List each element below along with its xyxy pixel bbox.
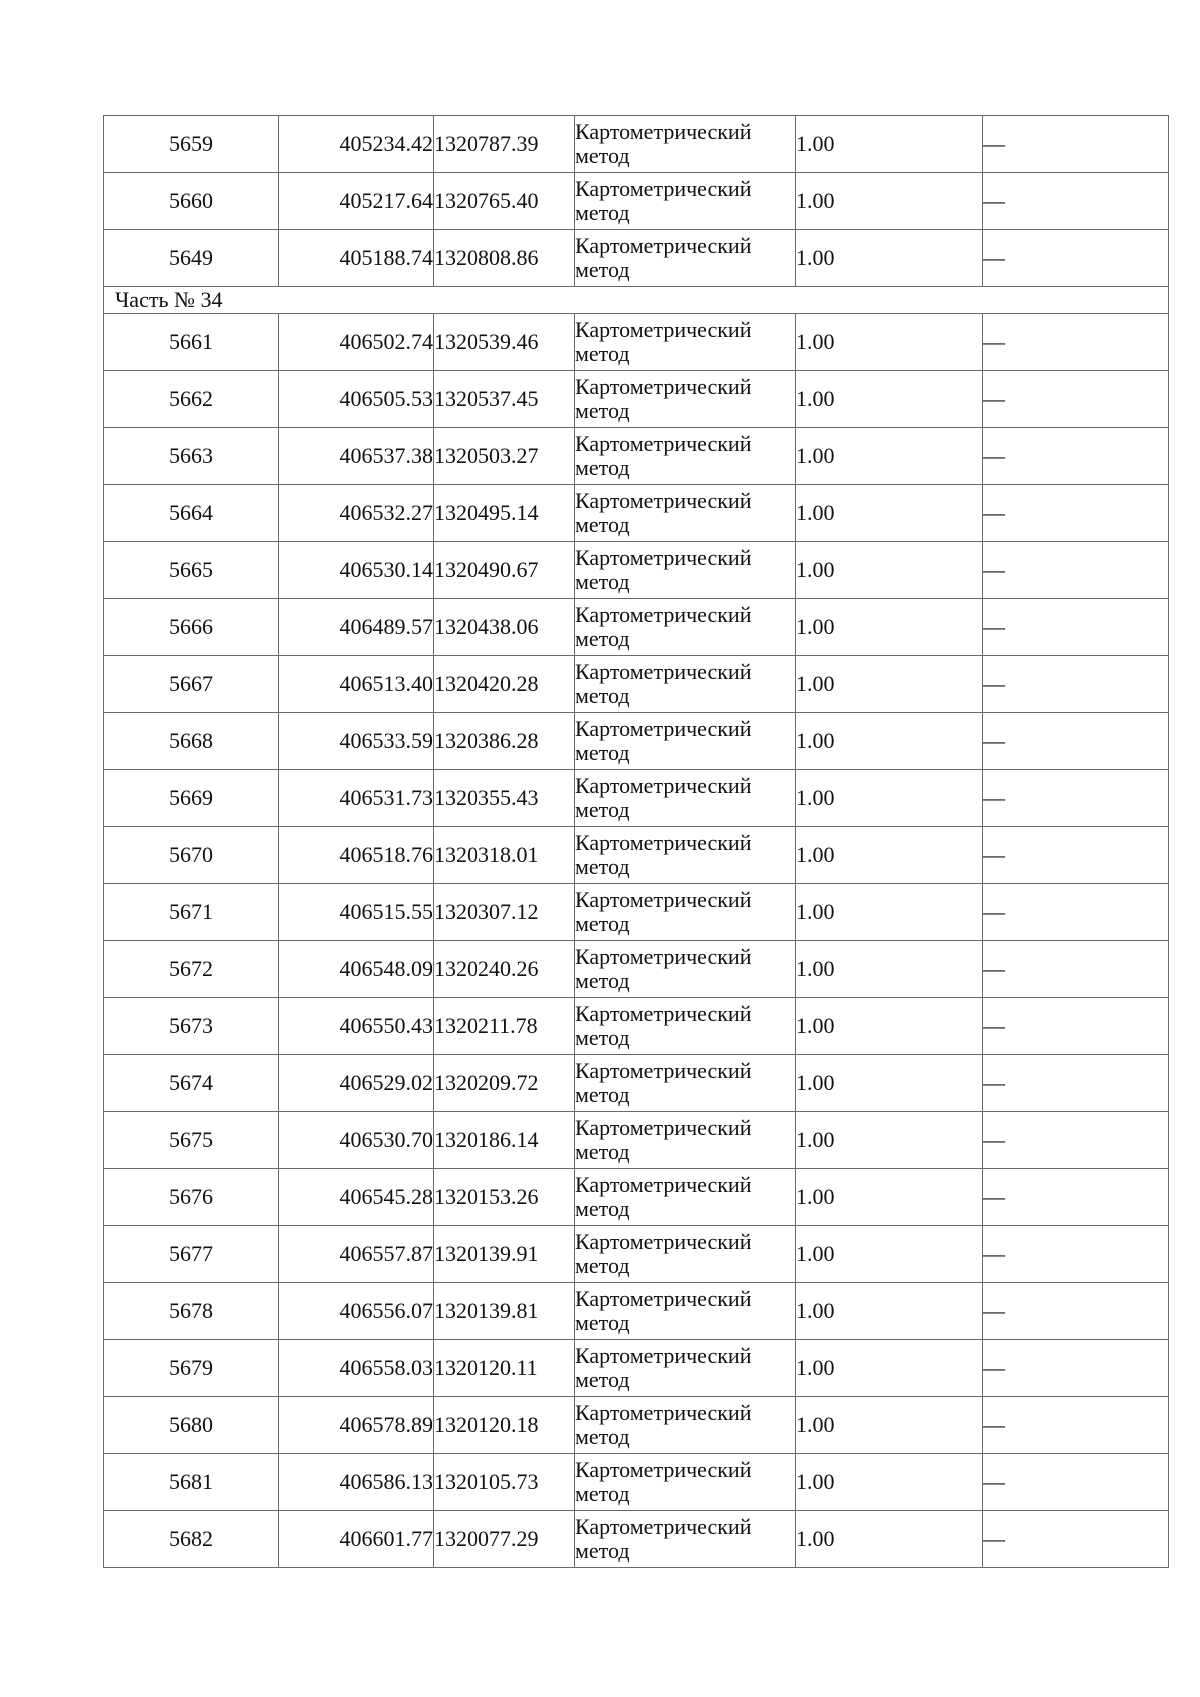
- description-cell: [983, 1397, 1169, 1454]
- accuracy-cell: 1.00: [796, 1283, 983, 1340]
- x-coordinate-cell: 406558.03: [279, 1340, 434, 1397]
- y-coordinate-cell: 1320808.86: [434, 230, 575, 287]
- y-coordinate-cell: 1320186.14: [434, 1112, 575, 1169]
- point-number-cell: 5677: [104, 1226, 279, 1283]
- method-line-1: Картометрический: [575, 118, 752, 144]
- accuracy-cell: 1.00: [796, 599, 983, 656]
- table-row: [104, 599, 1169, 656]
- method-line-1: Картометрический: [575, 487, 752, 513]
- table-row: [104, 656, 1169, 713]
- description-dash: —: [983, 442, 1005, 468]
- accuracy-cell: 1.00: [796, 770, 983, 827]
- point-number-cell: 5667: [104, 656, 279, 713]
- method-cell: [575, 230, 796, 287]
- description-cell: [983, 314, 1169, 371]
- method-line-2: метод: [575, 1082, 630, 1107]
- description-dash: —: [983, 556, 1005, 582]
- y-coordinate-cell: 1320787.39: [434, 116, 575, 173]
- description-dash: —: [983, 784, 1005, 810]
- x-coordinate-cell: 406530.70: [279, 1112, 434, 1169]
- description-dash: —: [983, 244, 1005, 270]
- method-line-2: метод: [575, 341, 630, 366]
- description-dash: —: [983, 130, 1005, 156]
- x-coordinate-cell: 406531.73: [279, 770, 434, 827]
- method-cell: [575, 314, 796, 371]
- table-body-before-section: [104, 116, 1169, 287]
- table-row: [104, 1226, 1169, 1283]
- method-cell: [575, 884, 796, 941]
- table-row: [104, 1169, 1169, 1226]
- x-coordinate-cell: 406537.38: [279, 428, 434, 485]
- method-cell: [575, 1226, 796, 1283]
- y-coordinate-cell: 1320537.45: [434, 371, 575, 428]
- point-number-cell: 5665: [104, 542, 279, 599]
- method-line-2: метод: [575, 200, 630, 225]
- method-cell: [575, 485, 796, 542]
- table-row: [104, 941, 1169, 998]
- description-cell: [983, 116, 1169, 173]
- table-row: [104, 884, 1169, 941]
- y-coordinate-cell: 1320386.28: [434, 713, 575, 770]
- table-row: [104, 485, 1169, 542]
- method-line-1: Картометрический: [575, 1114, 752, 1140]
- description-dash: —: [983, 1126, 1005, 1152]
- y-coordinate-cell: 1320355.43: [434, 770, 575, 827]
- accuracy-cell: 1.00: [796, 1055, 983, 1112]
- accuracy-cell: 1.00: [796, 1169, 983, 1226]
- table-row: [104, 770, 1169, 827]
- table-body-after-section: [104, 314, 1169, 1568]
- method-line-1: Картометрический: [575, 658, 752, 684]
- accuracy-cell: 1.00: [796, 230, 983, 287]
- description-dash: —: [983, 1411, 1005, 1437]
- description-dash: —: [983, 670, 1005, 696]
- method-cell: [575, 428, 796, 485]
- y-coordinate-cell: 1320765.40: [434, 173, 575, 230]
- method-line-2: метод: [575, 512, 630, 537]
- x-coordinate-cell: 406505.53: [279, 371, 434, 428]
- description-cell: [983, 770, 1169, 827]
- point-number-cell: 5680: [104, 1397, 279, 1454]
- point-number-cell: 5668: [104, 713, 279, 770]
- method-line-2: метод: [575, 797, 630, 822]
- method-line-1: Картометрический: [575, 1228, 752, 1254]
- description-dash: —: [983, 1240, 1005, 1266]
- x-coordinate-cell: 406532.27: [279, 485, 434, 542]
- y-coordinate-cell: 1320420.28: [434, 656, 575, 713]
- point-number-cell: 5675: [104, 1112, 279, 1169]
- y-coordinate-cell: 1320105.73: [434, 1454, 575, 1511]
- method-line-1: Картометрический: [575, 1456, 752, 1482]
- x-coordinate-cell: 406530.14: [279, 542, 434, 599]
- table-row: [104, 116, 1169, 173]
- method-line-2: метод: [575, 143, 630, 168]
- table-row: [104, 827, 1169, 884]
- table-row: [104, 1340, 1169, 1397]
- method-cell: [575, 656, 796, 713]
- x-coordinate-cell: 406518.76: [279, 827, 434, 884]
- method-cell: [575, 827, 796, 884]
- accuracy-cell: 1.00: [796, 1226, 983, 1283]
- description-dash: —: [983, 955, 1005, 981]
- description-dash: —: [983, 1012, 1005, 1038]
- method-line-1: Картометрический: [575, 1399, 752, 1425]
- description-cell: [983, 599, 1169, 656]
- description-dash: —: [983, 1354, 1005, 1380]
- method-cell: [575, 770, 796, 827]
- y-coordinate-cell: 1320077.29: [434, 1511, 575, 1568]
- method-line-1: Картометрический: [575, 316, 752, 342]
- method-cell: [575, 1511, 796, 1568]
- accuracy-cell: 1.00: [796, 1397, 983, 1454]
- method-line-1: Картометрический: [575, 544, 752, 570]
- accuracy-cell: 1.00: [796, 428, 983, 485]
- method-line-1: Картометрический: [575, 1000, 752, 1026]
- description-dash: —: [983, 385, 1005, 411]
- table-row: [104, 713, 1169, 770]
- method-cell: [575, 116, 796, 173]
- coordinates-table: [103, 115, 1169, 1568]
- y-coordinate-cell: 1320495.14: [434, 485, 575, 542]
- description-cell: [983, 1226, 1169, 1283]
- x-coordinate-cell: 406533.59: [279, 713, 434, 770]
- method-line-1: Картометрический: [575, 232, 752, 258]
- method-line-1: Картометрический: [575, 943, 752, 969]
- method-line-2: метод: [575, 626, 630, 651]
- method-line-2: метод: [575, 854, 630, 879]
- table-row: [104, 1454, 1169, 1511]
- x-coordinate-cell: 406557.87: [279, 1226, 434, 1283]
- method-line-2: метод: [575, 968, 630, 993]
- accuracy-cell: 1.00: [796, 713, 983, 770]
- table-row: [104, 1055, 1169, 1112]
- method-line-1: Картометрический: [575, 715, 752, 741]
- point-number-cell: 5674: [104, 1055, 279, 1112]
- y-coordinate-cell: 1320490.67: [434, 542, 575, 599]
- section-title: Часть № 34: [104, 287, 1169, 314]
- x-coordinate-cell: 406489.57: [279, 599, 434, 656]
- point-number-cell: 5673: [104, 998, 279, 1055]
- description-cell: [983, 1169, 1169, 1226]
- description-cell: [983, 1283, 1169, 1340]
- table-row: [104, 230, 1169, 287]
- y-coordinate-cell: 1320240.26: [434, 941, 575, 998]
- description-cell: [983, 941, 1169, 998]
- table-row: [104, 428, 1169, 485]
- description-cell: [983, 1454, 1169, 1511]
- accuracy-cell: 1.00: [796, 656, 983, 713]
- description-dash: —: [983, 841, 1005, 867]
- x-coordinate-cell: 406529.02: [279, 1055, 434, 1112]
- x-coordinate-cell: 405188.74: [279, 230, 434, 287]
- method-line-1: Картометрический: [575, 1057, 752, 1083]
- method-cell: [575, 173, 796, 230]
- method-cell: [575, 599, 796, 656]
- table-row: [104, 371, 1169, 428]
- description-cell: [983, 1511, 1169, 1568]
- y-coordinate-cell: 1320139.91: [434, 1226, 575, 1283]
- description-cell: [983, 1340, 1169, 1397]
- accuracy-cell: 1.00: [796, 1112, 983, 1169]
- method-cell: [575, 1283, 796, 1340]
- point-number-cell: 5649: [104, 230, 279, 287]
- method-cell: [575, 713, 796, 770]
- method-line-2: метод: [575, 740, 630, 765]
- point-number-cell: 5670: [104, 827, 279, 884]
- point-number-cell: 5672: [104, 941, 279, 998]
- y-coordinate-cell: 1320438.06: [434, 599, 575, 656]
- method-line-2: метод: [575, 1538, 630, 1563]
- method-cell: [575, 1397, 796, 1454]
- method-line-1: Картометрический: [575, 430, 752, 456]
- description-cell: [983, 656, 1169, 713]
- x-coordinate-cell: 405217.64: [279, 173, 434, 230]
- method-line-2: метод: [575, 1424, 630, 1449]
- description-dash: —: [983, 1069, 1005, 1095]
- y-coordinate-cell: 1320211.78: [434, 998, 575, 1055]
- description-cell: [983, 713, 1169, 770]
- method-line-2: метод: [575, 1481, 630, 1506]
- x-coordinate-cell: 406545.28: [279, 1169, 434, 1226]
- table-row: [104, 998, 1169, 1055]
- method-line-2: метод: [575, 1196, 630, 1221]
- point-number-cell: 5676: [104, 1169, 279, 1226]
- method-cell: [575, 1454, 796, 1511]
- x-coordinate-cell: 406578.89: [279, 1397, 434, 1454]
- method-line-1: Картометрический: [575, 1342, 752, 1368]
- y-coordinate-cell: 1320120.18: [434, 1397, 575, 1454]
- description-dash: —: [983, 1297, 1005, 1323]
- description-cell: [983, 485, 1169, 542]
- point-number-cell: 5669: [104, 770, 279, 827]
- description-dash: —: [983, 328, 1005, 354]
- description-dash: —: [983, 1468, 1005, 1494]
- method-line-1: Картометрический: [575, 175, 752, 201]
- accuracy-cell: 1.00: [796, 371, 983, 428]
- description-dash: —: [983, 1525, 1005, 1551]
- description-cell: [983, 428, 1169, 485]
- method-line-2: метод: [575, 1367, 630, 1392]
- description-dash: —: [983, 898, 1005, 924]
- method-cell: [575, 941, 796, 998]
- point-number-cell: 5666: [104, 599, 279, 656]
- y-coordinate-cell: 1320307.12: [434, 884, 575, 941]
- method-line-2: метод: [575, 1139, 630, 1164]
- point-number-cell: 5679: [104, 1340, 279, 1397]
- method-cell: [575, 1340, 796, 1397]
- description-cell: [983, 230, 1169, 287]
- method-line-2: метод: [575, 1310, 630, 1335]
- accuracy-cell: 1.00: [796, 827, 983, 884]
- description-dash: —: [983, 613, 1005, 639]
- table-row: [104, 542, 1169, 599]
- method-line-2: метод: [575, 1025, 630, 1050]
- method-line-2: метод: [575, 257, 630, 282]
- method-cell: [575, 1112, 796, 1169]
- y-coordinate-cell: 1320153.26: [434, 1169, 575, 1226]
- point-number-cell: 5659: [104, 116, 279, 173]
- table-row: [104, 1511, 1169, 1568]
- y-coordinate-cell: 1320539.46: [434, 314, 575, 371]
- method-line-1: Картометрический: [575, 1285, 752, 1311]
- x-coordinate-cell: 406550.43: [279, 998, 434, 1055]
- point-number-cell: 5682: [104, 1511, 279, 1568]
- method-line-1: Картометрический: [575, 601, 752, 627]
- accuracy-cell: 1.00: [796, 314, 983, 371]
- y-coordinate-cell: 1320318.01: [434, 827, 575, 884]
- description-cell: [983, 1055, 1169, 1112]
- x-coordinate-cell: 406586.13: [279, 1454, 434, 1511]
- accuracy-cell: 1.00: [796, 884, 983, 941]
- accuracy-cell: 1.00: [796, 542, 983, 599]
- y-coordinate-cell: 1320503.27: [434, 428, 575, 485]
- section-header-group: [104, 287, 1169, 314]
- method-line-2: метод: [575, 911, 630, 936]
- x-coordinate-cell: 406502.74: [279, 314, 434, 371]
- x-coordinate-cell: 406515.55: [279, 884, 434, 941]
- x-coordinate-cell: 405234.42: [279, 116, 434, 173]
- method-line-2: метод: [575, 455, 630, 480]
- method-line-2: метод: [575, 398, 630, 423]
- x-coordinate-cell: 406556.07: [279, 1283, 434, 1340]
- point-number-cell: 5671: [104, 884, 279, 941]
- description-cell: [983, 884, 1169, 941]
- method-line-1: Картометрический: [575, 829, 752, 855]
- method-line-1: Картометрический: [575, 1513, 752, 1539]
- point-number-cell: 5663: [104, 428, 279, 485]
- method-cell: [575, 1169, 796, 1226]
- point-number-cell: 5678: [104, 1283, 279, 1340]
- point-number-cell: 5664: [104, 485, 279, 542]
- description-cell: [983, 998, 1169, 1055]
- x-coordinate-cell: 406548.09: [279, 941, 434, 998]
- accuracy-cell: 1.00: [796, 1340, 983, 1397]
- point-number-cell: 5662: [104, 371, 279, 428]
- method-cell: [575, 998, 796, 1055]
- method-cell: [575, 1055, 796, 1112]
- description-dash: —: [983, 1183, 1005, 1209]
- method-cell: [575, 542, 796, 599]
- y-coordinate-cell: 1320209.72: [434, 1055, 575, 1112]
- x-coordinate-cell: 406601.77: [279, 1511, 434, 1568]
- accuracy-cell: 1.00: [796, 941, 983, 998]
- accuracy-cell: 1.00: [796, 1454, 983, 1511]
- method-line-1: Картометрический: [575, 772, 752, 798]
- accuracy-cell: 1.00: [796, 485, 983, 542]
- description-cell: [983, 827, 1169, 884]
- description-dash: —: [983, 727, 1005, 753]
- method-line-1: Картометрический: [575, 1171, 752, 1197]
- method-line-2: метод: [575, 569, 630, 594]
- table-row: [104, 1112, 1169, 1169]
- method-cell: [575, 371, 796, 428]
- method-line-2: метод: [575, 683, 630, 708]
- accuracy-cell: 1.00: [796, 173, 983, 230]
- table-row: [104, 1397, 1169, 1454]
- description-cell: [983, 173, 1169, 230]
- description-cell: [983, 371, 1169, 428]
- method-line-1: Картометрический: [575, 886, 752, 912]
- table-row: [104, 173, 1169, 230]
- accuracy-cell: 1.00: [796, 116, 983, 173]
- y-coordinate-cell: 1320120.11: [434, 1340, 575, 1397]
- point-number-cell: 5661: [104, 314, 279, 371]
- description-cell: [983, 542, 1169, 599]
- section-row: [104, 287, 1169, 314]
- point-number-cell: 5681: [104, 1454, 279, 1511]
- table-row: [104, 314, 1169, 371]
- method-line-1: Картометрический: [575, 373, 752, 399]
- point-number-cell: 5660: [104, 173, 279, 230]
- description-dash: —: [983, 187, 1005, 213]
- description-cell: [983, 1112, 1169, 1169]
- y-coordinate-cell: 1320139.81: [434, 1283, 575, 1340]
- accuracy-cell: 1.00: [796, 1511, 983, 1568]
- description-dash: —: [983, 499, 1005, 525]
- method-line-2: метод: [575, 1253, 630, 1278]
- x-coordinate-cell: 406513.40: [279, 656, 434, 713]
- table-row: [104, 1283, 1169, 1340]
- accuracy-cell: 1.00: [796, 998, 983, 1055]
